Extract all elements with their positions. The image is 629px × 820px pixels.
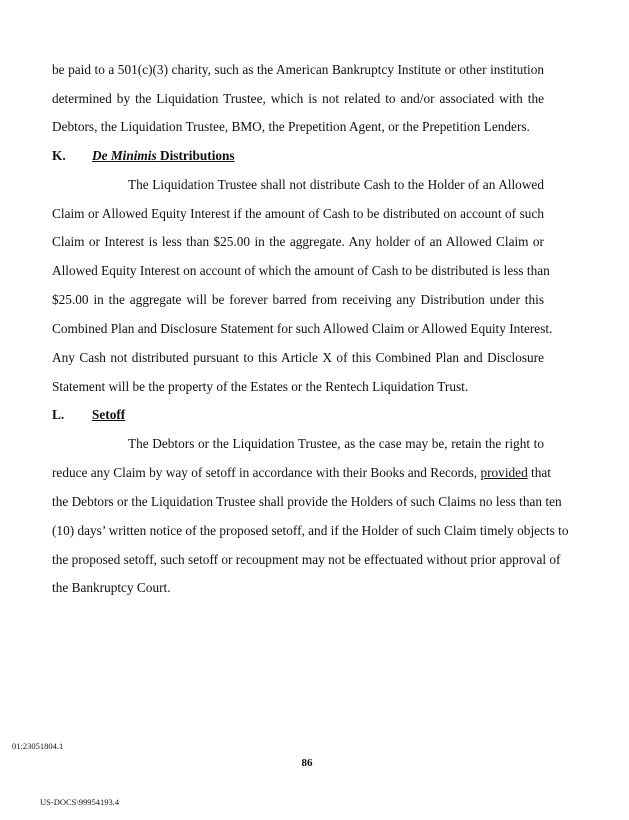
paragraph-line: Debtors, the Liquidation Trustee, BMO, the Prepetition Agent, or the Prepetition Lenders. [52, 119, 530, 134]
paragraph-line: the Bankruptcy Court. [52, 580, 171, 595]
paragraph-line: Allowed Equity Interest on account of which the amount of Cash to be distributed is less than [52, 263, 550, 278]
paragraph-line: (10) days’ written notice of the proposed setoff, and if the Holder of such Claim timely objects to [52, 523, 569, 538]
paragraph-line: the Debtors or the Liquidation Trustee shall provide the Holders of such Claims no less than ten [52, 494, 562, 509]
page-number: 86 [301, 757, 313, 769]
section-number: K. [52, 148, 66, 163]
paragraph-line: determined by the Liquidation Trustee, which is not related to and/or associated with the [52, 91, 544, 106]
provided-term: provided [480, 465, 528, 480]
line-tail: that [527, 465, 551, 480]
section-title-rest: Distributions [156, 148, 235, 163]
section-title-italic: De Minimis [92, 148, 157, 163]
line-text: reduce any Claim by way of setoff in accordance with their Books and Records, [52, 465, 478, 480]
paragraph-line: Combined Plan and Disclosure Statement for such Allowed Claim or Allowed Equity Interest. [52, 321, 553, 336]
paragraph-line: the proposed setoff, such setoff or recoupment may not be effectuated without prior approval of [52, 552, 561, 567]
paragraph-line: be paid to a 501(c)(3) charity, such as the American Bankruptcy Institute or other institution [52, 62, 544, 77]
section-title: Setoff [92, 407, 126, 422]
footer-docs-id: US-DOCS\99954193.4 [40, 797, 120, 807]
footer-doc-id: 01:23051804.1 [12, 741, 64, 751]
section-k-heading [52, 148, 235, 164]
section-l-heading [52, 407, 125, 423]
section-title [92, 148, 235, 163]
paragraph-line: Claim or Interest is less than $25.00 in the aggregate. Any holder of an Allowed Claim or [52, 234, 544, 249]
paragraph-line [52, 465, 551, 481]
paragraph-line: Statement will be the property of the Estates or the Rentech Liquidation Trust. [52, 379, 469, 394]
paragraph-line: Claim or Allowed Equity Interest if the amount of Cash to be distributed on account of such [52, 206, 544, 221]
paragraph-line: Any Cash not distributed pursuant to this Article X of this Combined Plan and Disclosure [52, 350, 544, 365]
paragraph-line: $25.00 in the aggregate will be forever barred from receiving any Distribution under this [52, 292, 544, 307]
paragraph-line: The Liquidation Trustee shall not distribute Cash to the Holder of an Allowed [128, 177, 544, 192]
paragraph-line: The Debtors or the Liquidation Trustee, as the case may be, retain the right to [128, 436, 544, 451]
section-number: L. [52, 407, 65, 422]
